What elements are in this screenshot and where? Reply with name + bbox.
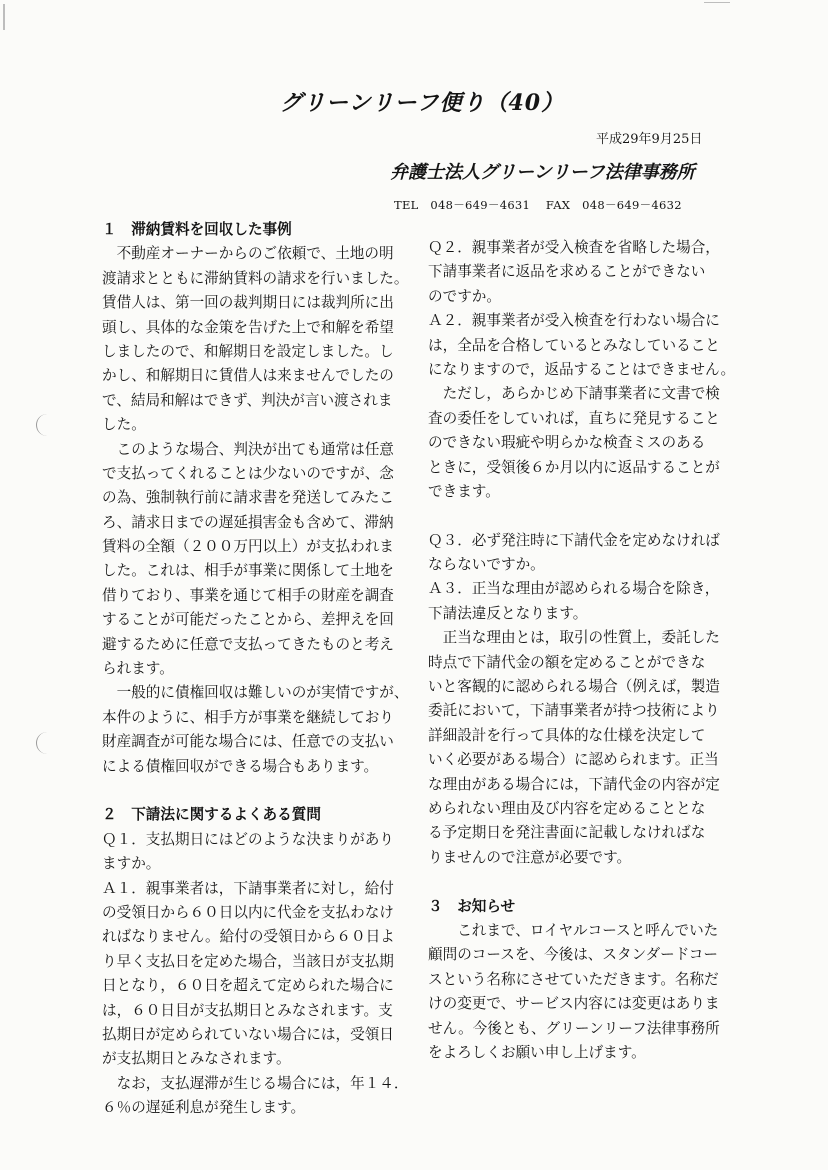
text-line: Ａ１．親事業者は，下請事業者に対し，給付	[102, 879, 394, 897]
text-line: 詳細設計を行って具体的な仕様を決定して	[428, 726, 706, 744]
text-line: ろ、請求日までの遅延損害金も含めて、滞納	[102, 513, 394, 531]
paragraph-gap	[428, 504, 728, 528]
text-line: した。	[102, 416, 146, 434]
paragraph-gap	[428, 870, 728, 894]
text-line: り早く支払日を定めた場合，当該日が支払期	[102, 952, 394, 970]
scan-edge-mark	[704, 2, 730, 3]
text-line: 顧問のコースを、今後は、スタンダードコー	[428, 946, 718, 964]
text-line: る予定期日を発注書面に記載しなければな	[428, 824, 706, 842]
text-line: 委託において，下請事業者が持つ技術により	[428, 702, 720, 720]
text-line: りませんので注意が必要です。	[428, 848, 632, 866]
text-line: ときに，受領後６か月以内に返品することが	[428, 458, 720, 476]
text-line: ますか。	[102, 855, 161, 873]
scan-edge-mark	[3, 4, 5, 30]
text-line: は，全品を合格しているとみなしていること	[428, 336, 720, 354]
section-heading: １ 滞納賃料を回収した事例	[102, 221, 292, 238]
text-line: かし、和解期日に賃借人は来ませんでしたの	[102, 367, 394, 385]
text-line: 正当な理由とは，取引の性質上，委託した	[428, 629, 720, 647]
text-line: できます。	[428, 482, 500, 500]
text-line: な理由がある場合には，下請代金の内容が定	[428, 775, 720, 793]
text-line: 下請法違反となります。	[428, 604, 588, 622]
newsletter-title: グリーンリーフ便り（40）	[280, 90, 565, 116]
text-line: せん。今後とも、グリーンリーフ法律事務所	[428, 1019, 720, 1037]
text-line: Ｑ２．親事業者が受入検査を省略した場合，	[428, 239, 720, 256]
text-line: られます。	[102, 660, 174, 678]
text-line: をよろしくお願い申し上げます。	[428, 1043, 646, 1061]
issue-date: 平成29年9月25日	[596, 132, 703, 147]
text-line: Ａ３．正当な理由が認められる場合を除き，	[428, 580, 720, 598]
text-line: は，６０日目が支払期日とみなされます。支	[102, 1001, 393, 1019]
section-heading: ２ 下請法に関するよくある質問	[102, 806, 321, 824]
binder-hole-mark	[36, 732, 47, 754]
text-line: が支払期日とみなされます。	[102, 1050, 291, 1068]
text-line: 払期日が定められていない場合には，受領日	[102, 1025, 394, 1043]
paragraph-gap	[102, 779, 402, 803]
right-column	[428, 236, 736, 1065]
text-line: スという名称にさせていただきます。名称だ	[428, 970, 719, 988]
text-line: 渡請求とともに滞納賃料の請求を行いました。	[102, 269, 409, 287]
text-line: められない理由及び内容を定めることとな	[428, 799, 706, 817]
text-line: のできない瑕疵や明らかな検査ミスのある	[428, 434, 706, 452]
text-line: 不動産オーナーからのご依頼で、土地の明	[102, 245, 394, 263]
text-line: 日となり，６０日を超えて定められた場合に	[102, 977, 394, 995]
text-line: による債権回収ができる場合もあります。	[102, 757, 379, 775]
text-line: なお，支払遅滞が生じる場合には，年１４．	[102, 1074, 409, 1092]
law-firm-name: 弁護士法人グリーンリーフ法律事務所	[390, 162, 695, 183]
text-line: 時点で下請代金の額を定めることができな	[428, 653, 706, 671]
text-line: いく必要がある場合）に認められます。正当	[428, 751, 719, 769]
text-line: ６％の遅延利息が発生します。	[102, 1099, 306, 1117]
text-line: しましたので、和解期日を設定しました。し	[102, 342, 394, 360]
text-line: で支払ってくれることは少ないのですが、念	[102, 464, 394, 482]
text-line: これまで、ロイヤルコースと呼んでいた	[428, 921, 719, 939]
text-line: 財産調査が可能な場合には、任意での支払い	[102, 733, 394, 751]
text-line: 避するために任意で支払ってきたものと考え	[102, 635, 394, 653]
text-line: 査の委任をしていれば，直ちに発見すること	[428, 409, 720, 427]
text-line: で、結局和解はできず、判決が言い渡されま	[102, 391, 393, 409]
text-line: 賃料の全額（２００万円以上）が支払われま	[102, 538, 394, 556]
text-line: 借りており、事業を通じて相手の財産を調査	[102, 586, 394, 604]
binder-hole-mark	[36, 414, 47, 436]
text-line: Ａ２．親事業者が受入検査を行わない場合に	[428, 312, 720, 330]
text-line: 頭し、具体的な金策を告げた上で和解を希望	[102, 318, 394, 336]
text-line: 一般的に債権回収は難しいのが実情ですが、	[102, 684, 409, 702]
text-line: Ｑ１．支払期日にはどのような決まりがあり	[102, 830, 394, 848]
text-line: ならないですか。	[428, 556, 545, 574]
section-heading: ３ お知らせ	[428, 897, 516, 915]
text-line: になりますので，返品することはできません。	[428, 360, 736, 378]
text-line: いと客観的に認められる場合（例えば，製造	[428, 678, 720, 696]
text-line: のですか。	[428, 287, 501, 305]
text-line: 賃借人は、第一回の裁判期日には裁判所に出	[102, 294, 394, 312]
text-line: このような場合、判決が出ても通常は任意	[102, 440, 394, 458]
text-line: 本件のように、相手方が事業を継続しており	[102, 708, 394, 726]
text-line: ればなりません。給付の受領日から６０日よ	[102, 928, 395, 946]
left-column	[102, 218, 409, 1120]
text-line: けの変更で、サービス内容には変更はありま	[428, 995, 720, 1013]
text-line: の受領日から６０日以内に代金を支払わなけ	[102, 903, 394, 921]
text-line: ただし，あらかじめ下請事業者に文書で検	[428, 385, 720, 403]
contact-numbers: TEL 048－649－4631 FAX 048－649－4632	[394, 198, 682, 212]
text-line: Ｑ３．必ず発注時に下請代金を定めなければ	[428, 531, 720, 549]
text-line: の為、強制執行前に請求書を発送してみたこ	[102, 489, 394, 507]
text-line: した。これは、相手が事業に関係して土地を	[102, 562, 394, 580]
text-line: することが可能だったことから、差押えを回	[102, 611, 394, 629]
text-line: 下請事業者に返品を求めることができない	[428, 263, 706, 281]
